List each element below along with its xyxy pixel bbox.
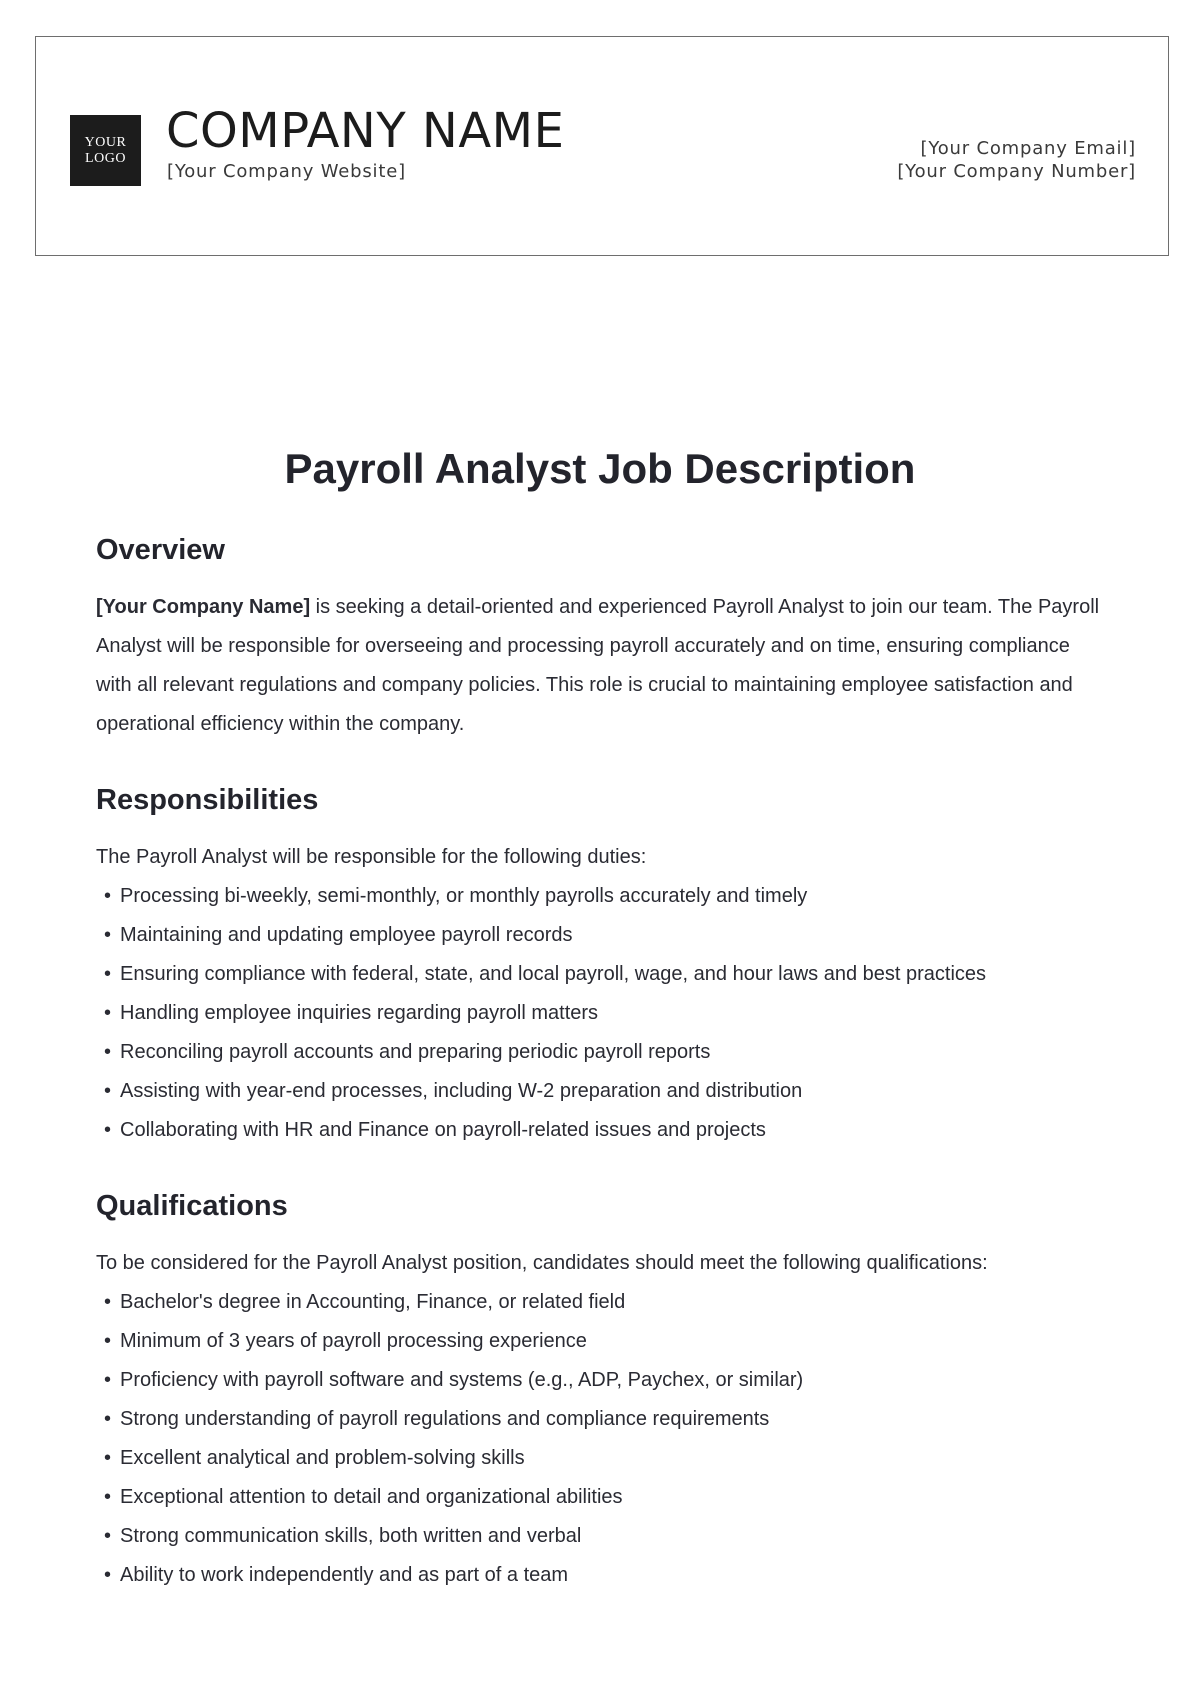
overview-text: is seeking a detail-oriented and experienced Payroll Analyst to join our team. The Payroll Analyst will be responsible for overseeing and processing payroll accurately and on time, ensuring compliance with all relevant regulations and company policies. This role is crucial to maintaining employee satisfaction and operational efficiency within the company. xyxy=(96,596,1100,735)
document-body xyxy=(96,530,1106,1595)
overview-heading: Overview xyxy=(96,534,225,566)
letterhead xyxy=(35,36,1169,256)
list-item: • Ensuring compliance with federal, state, and local payroll, wage, and hour laws and best practices xyxy=(96,955,1106,994)
list-item: • Proficiency with payroll software and systems (e.g., ADP, Paychex, or similar) xyxy=(96,1361,1106,1400)
list-item: • Maintaining and updating employee payroll records xyxy=(96,916,1106,955)
qualifications-heading: Qualifications xyxy=(96,1190,288,1222)
list-item: • Assisting with year-end processes, including W-2 preparation and distribution xyxy=(96,1072,1106,1111)
list-item: • Excellent analytical and problem-solving skills xyxy=(96,1439,1106,1478)
overview-section xyxy=(96,530,1106,744)
qualifications-intro: To be considered for the Payroll Analyst position, candidates should meet the following qualifications: xyxy=(96,1252,988,1274)
responsibilities-intro: The Payroll Analyst will be responsible for the following duties: xyxy=(96,846,647,868)
company-website: [Your Company Website] xyxy=(167,161,406,182)
list-item: • Strong understanding of payroll regulations and compliance requirements xyxy=(96,1400,1106,1439)
list-item: • Strong communication skills, both written and verbal xyxy=(96,1517,1106,1556)
list-item: • Collaborating with HR and Finance on payroll-related issues and projects xyxy=(96,1111,1106,1150)
company-name: COMPANY NAME xyxy=(166,103,565,159)
list-item: • Exceptional attention to detail and organizational abilities xyxy=(96,1478,1106,1517)
list-item: • Minimum of 3 years of payroll processing experience xyxy=(96,1322,1106,1361)
logo-line-1: YOUR xyxy=(84,134,127,150)
list-item: • Reconciling payroll accounts and preparing periodic payroll reports xyxy=(96,1033,1106,1072)
responsibilities-section xyxy=(96,780,1106,1150)
company-number: [Your Company Number] xyxy=(897,161,1136,182)
company-logo xyxy=(70,115,141,186)
list-item: • Handling employee inquiries regarding payroll matters xyxy=(96,994,1106,1033)
list-item: • Bachelor's degree in Accounting, Finance, or related field xyxy=(96,1283,1106,1322)
overview-paragraph xyxy=(96,588,1106,744)
page-title: Payroll Analyst Job Description xyxy=(284,445,916,492)
responsibilities-list xyxy=(96,877,1106,1150)
list-item: • Processing bi-weekly, semi-monthly, or monthly payrolls accurately and timely xyxy=(96,877,1106,916)
qualifications-list xyxy=(96,1283,1106,1595)
responsibilities-heading: Responsibilities xyxy=(96,784,319,816)
company-email: [Your Company Email] xyxy=(920,138,1136,159)
list-item: • Ability to work independently and as part of a team xyxy=(96,1556,1106,1595)
logo-line-2: LOGO xyxy=(85,150,126,166)
overview-company-name: [Your Company Name] xyxy=(96,596,311,618)
company-contact xyxy=(897,137,1136,183)
qualifications-section xyxy=(96,1186,1106,1595)
